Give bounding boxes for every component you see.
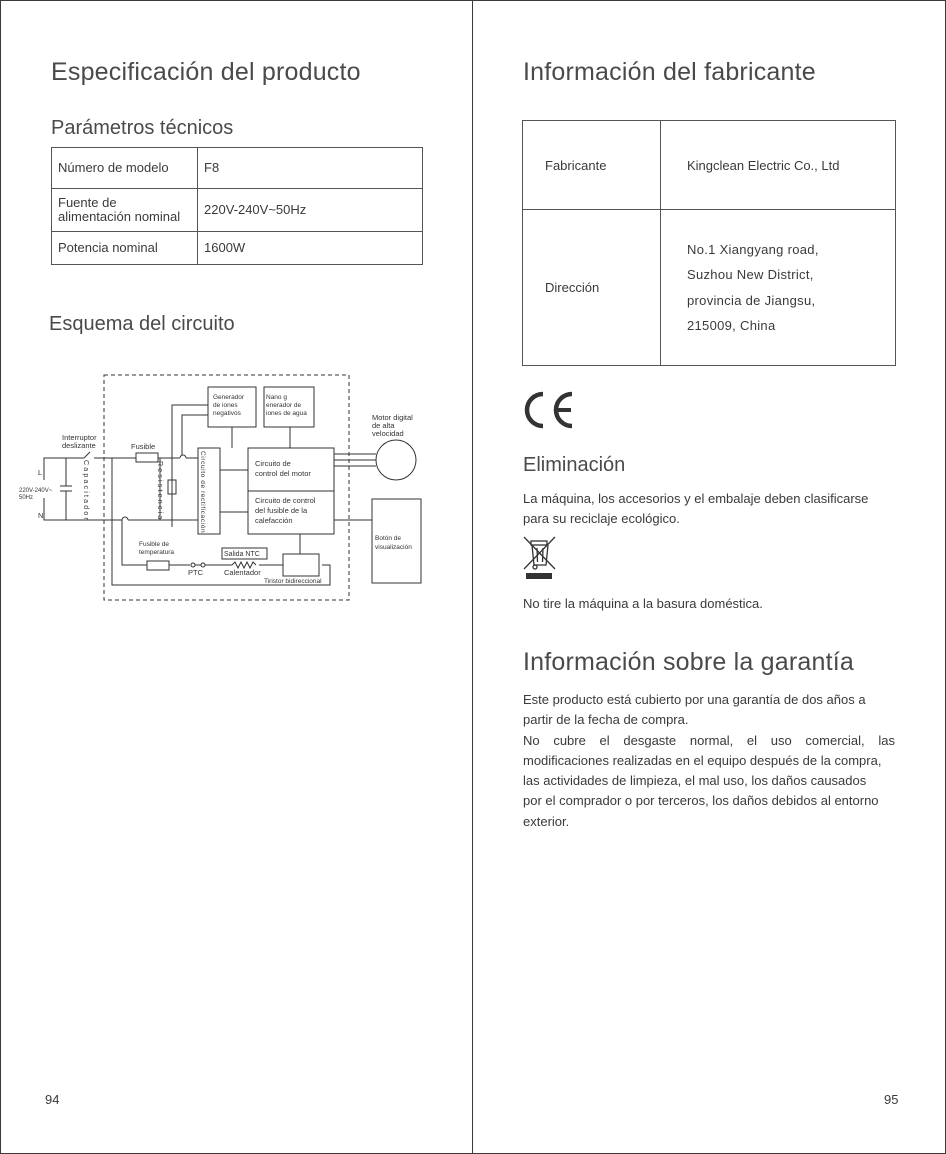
switch-label: deslizante bbox=[62, 441, 96, 450]
resistor-label: Resistencia bbox=[156, 461, 163, 522]
page-number-right: 95 bbox=[884, 1092, 899, 1107]
spec-label-line: Fuente de bbox=[58, 195, 117, 210]
disposal-text: La máquina, los accesorios y el embalaje deben clasificarse bbox=[523, 491, 869, 506]
capacitor-label: Capacitador bbox=[82, 460, 89, 522]
spec-label-line: alimentación nominal bbox=[58, 209, 181, 224]
manufacturer-info-title: Información del fabricante bbox=[523, 58, 816, 86]
warranty-heading: Información sobre la garantía bbox=[523, 648, 854, 676]
manufacturer-table bbox=[522, 120, 896, 366]
display-btn-label: Botón de bbox=[375, 535, 402, 542]
warranty-line: modificaciones realizadas en el equipo después de la compra, bbox=[523, 752, 882, 768]
address-line: provincia de Jiangsu, bbox=[687, 292, 816, 308]
disposal-heading: Eliminación bbox=[523, 454, 626, 476]
heat-ctrl-label: Circuito de control bbox=[255, 496, 316, 505]
warranty-text bbox=[523, 690, 895, 832]
warranty-line: partir de la fecha de compra. bbox=[523, 712, 689, 728]
disposal-warning: No tire la máquina a la basura doméstica. bbox=[523, 596, 763, 611]
display-btn-label: visualización bbox=[375, 544, 412, 551]
fuse-label: Fusible bbox=[131, 442, 156, 451]
address-line: No.1 Xiangyang road, bbox=[687, 241, 819, 257]
motor-label: de alta bbox=[372, 421, 395, 430]
heater-label: Calentador bbox=[224, 568, 261, 577]
neg-ion-label: de iones bbox=[213, 402, 238, 409]
table-row bbox=[52, 189, 423, 232]
spec-value: 220V-240V~50Hz bbox=[198, 189, 423, 232]
motor-ctrl-label: Circuito de bbox=[255, 459, 291, 468]
spec-value: F8 bbox=[198, 148, 423, 189]
triac-label: Tiristor bidireccional bbox=[264, 578, 322, 585]
motor-label: Motor digital bbox=[372, 413, 413, 422]
spec-table bbox=[51, 147, 423, 265]
warranty-line: exterior. bbox=[523, 813, 570, 829]
line-n-label: N bbox=[38, 511, 44, 520]
neg-ion-label: Generador bbox=[213, 394, 245, 401]
disposal-text: para su reciclaje ecológico. bbox=[523, 511, 680, 526]
neg-ion-label: negativos bbox=[213, 410, 241, 417]
table-row bbox=[523, 121, 896, 210]
supply-label: 220V-240V~ bbox=[19, 488, 53, 494]
address-value bbox=[661, 210, 896, 366]
temp-fuse-label: temperatura bbox=[139, 549, 175, 556]
technical-params-heading: Parámetros técnicos bbox=[51, 117, 234, 139]
address-line: Suzhou New District, bbox=[687, 267, 814, 282]
ptc-label: PTC bbox=[188, 568, 203, 577]
address-label: Dirección bbox=[523, 210, 661, 366]
spec-label bbox=[52, 189, 198, 232]
ce-mark-icon bbox=[522, 390, 576, 430]
heat-ctrl-label: del fusible de la bbox=[255, 506, 308, 515]
product-spec-title: Especificación del producto bbox=[51, 58, 361, 86]
motor-ctrl-label: control del motor bbox=[255, 469, 311, 478]
spec-value: 1600W bbox=[198, 232, 423, 265]
line-l-label: L bbox=[38, 468, 43, 477]
warranty-line: por el comprador o por terceros, los daños debidos al entorno bbox=[523, 793, 879, 809]
switch-label: Interruptor bbox=[62, 433, 97, 442]
circuit-heading: Esquema del circuito bbox=[49, 313, 235, 335]
manufacturer-label: Fabricante bbox=[523, 121, 661, 210]
heat-ctrl-label: calefacción bbox=[255, 516, 293, 525]
table-row bbox=[523, 210, 896, 366]
manufacturer-value: Kingclean Electric Co., Ltd bbox=[661, 121, 896, 210]
ntc-label: Salida NTC bbox=[224, 551, 260, 558]
spec-label: Potencia nominal bbox=[52, 232, 198, 265]
nano-ion-label: enerador de bbox=[266, 402, 302, 409]
warranty-line: las actividades de limpieza, el mal uso, los daños causados bbox=[523, 773, 867, 789]
supply-label: 50Hz bbox=[19, 495, 34, 501]
nano-ion-label: Nano g bbox=[266, 394, 287, 401]
circuit-diagram bbox=[0, 360, 472, 610]
nano-ion-label: iones de agua bbox=[266, 410, 307, 417]
motor-label: velocidad bbox=[372, 429, 404, 438]
temp-fuse-label: Fusible de bbox=[139, 541, 169, 548]
address-line: 215009, China bbox=[687, 318, 776, 333]
warranty-line: No cubre el desgaste normal, el uso comercial, las bbox=[523, 732, 895, 748]
warranty-line: Este producto está cubierto por una garantía de dos años a bbox=[523, 692, 866, 707]
table-row bbox=[52, 148, 423, 189]
rectifier-label: Circuito de rectificación bbox=[199, 451, 206, 534]
spec-label: Número de modelo bbox=[52, 148, 198, 189]
crossed-out-bin-icon bbox=[522, 535, 558, 581]
page-divider bbox=[472, 0, 473, 1154]
page-number-left: 94 bbox=[45, 1092, 60, 1107]
table-row bbox=[52, 232, 423, 265]
